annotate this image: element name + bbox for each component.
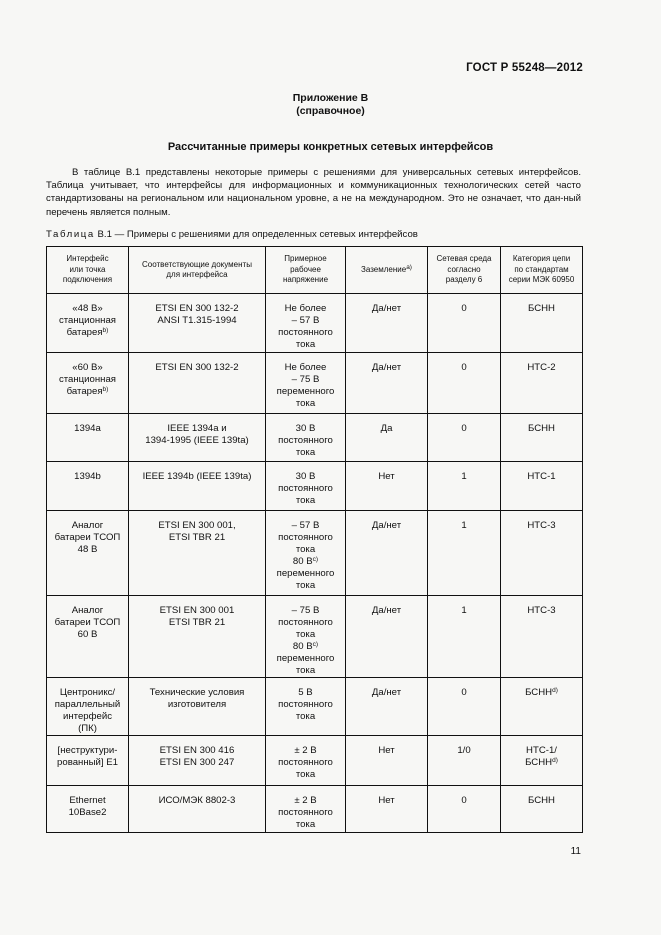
cell-grounding: Нет	[346, 736, 428, 786]
cell-documents: ИСО/МЭК 8802-3	[129, 786, 266, 833]
cell-grounding: Да/нет	[346, 353, 428, 414]
cell-circuit-category: НТС-2	[501, 353, 583, 414]
caption-number: В.1	[97, 229, 112, 240]
cell-interface: Ethernet 10Base2	[47, 786, 129, 833]
header-network-env: Сетевая среда согласно разделу 6	[428, 247, 501, 294]
cell-documents: ETSI EN 300 001, ETSI TBR 21	[129, 511, 266, 596]
page-number: 11	[570, 846, 581, 857]
intro-text	[46, 166, 581, 219]
cell-documents: ETSI EN 300 001 ETSI TBR 21	[129, 596, 266, 678]
cell-interface: 1394a	[47, 414, 129, 462]
table-row	[47, 294, 583, 353]
header-documents: Соответствующие документы для интерфейса	[129, 247, 266, 294]
cell-grounding: Да	[346, 414, 428, 462]
annex-heading	[0, 92, 661, 118]
cell-documents: IEEE 1394b (IEEE 139ta)	[129, 462, 266, 511]
cell-voltage: – 57 В постоянного тока 80 $В^{c)}$ переменного тока	[266, 511, 346, 596]
intro-paragraph: В таблице В.1 представлены некоторые примеры с решениями для универсальных сетевых интерфейсов. Таблица учитывает, что интерфейсы для информационных и коммуникационных технологических сетей часто стандартизованы на региональном или национальном уровне, а не на международном. Это не означает, что дан-ный перечень является полным.	[46, 167, 581, 218]
cell-voltage: Не более – 57 В постоянного тока	[266, 294, 346, 353]
cell-documents: Технические условия изготовителя	[129, 678, 266, 736]
cell-documents: ETSI EN 300 132-2 ANSI T1.315-1994	[129, 294, 266, 353]
cell-grounding: Нет	[346, 786, 428, 833]
cell-interface: Аналог батареи ТСОП 48 В	[47, 511, 129, 596]
section-title: Рассчитанные примеры конкретных сетевых интерфейсов	[167, 141, 494, 153]
cell-network-env: 0	[428, 353, 501, 414]
cell-network-env: 1	[428, 462, 501, 511]
cell-documents: ETSI EN 300 416 ETSI EN 300 247	[129, 736, 266, 786]
cell-circuit-category: БСНН	[501, 414, 583, 462]
table-row	[47, 786, 583, 833]
cell-interface: «48 В» станционная батарея$^{b)}$	[47, 294, 129, 353]
cell-voltage: 30 В постоянного тока	[266, 462, 346, 511]
cell-circuit-category: БСНН$^{d)}$	[501, 678, 583, 736]
caption-text: Примеры с решениями для определенных сетевых интерфейсов	[126, 229, 418, 240]
table-row	[47, 511, 583, 596]
header-circuit-category: Категория цепи по стандартам серии МЭК 60950	[501, 247, 583, 294]
cell-voltage: ± 2 В постоянного тока	[266, 786, 346, 833]
cell-interface: 1394b	[47, 462, 129, 511]
table-row	[47, 462, 583, 511]
cell-interface: Центроникс/ параллельный интерфейс (ПК)	[47, 678, 129, 736]
table-caption	[46, 229, 418, 240]
cell-documents: ETSI EN 300 132-2	[129, 353, 266, 414]
header-voltage: Примерное рабочее напряжение	[266, 247, 346, 294]
interfaces-table	[46, 246, 583, 833]
table-row	[47, 414, 583, 462]
cell-circuit-category: НТС-3	[501, 511, 583, 596]
cell-grounding: Нет	[346, 462, 428, 511]
cell-circuit-category: НТС-1/ БСНН$^{d)}$	[501, 736, 583, 786]
cell-circuit-category: БСНН	[501, 294, 583, 353]
table-row	[47, 678, 583, 736]
cell-network-env: 0	[428, 414, 501, 462]
table-row	[47, 353, 583, 414]
cell-interface: [неструктури- рованный] Е1	[47, 736, 129, 786]
cell-grounding: Да/нет	[346, 596, 428, 678]
cell-circuit-category: НТС-1	[501, 462, 583, 511]
cell-voltage: Не более – 75 В переменного тока	[266, 353, 346, 414]
cell-network-env: 1	[428, 596, 501, 678]
cell-network-env: 0	[428, 294, 501, 353]
cell-network-env: 0	[428, 678, 501, 736]
caption-label: Таблица	[46, 229, 95, 240]
annex-title: Приложение В	[292, 92, 369, 104]
table-row	[47, 736, 583, 786]
cell-voltage: ± 2 В постоянного тока	[266, 736, 346, 786]
cell-grounding: Да/нет	[346, 511, 428, 596]
annex-subtitle: (справочное)	[296, 105, 365, 117]
cell-circuit-category: НТС-3	[501, 596, 583, 678]
cell-grounding: Да/нет	[346, 678, 428, 736]
cell-grounding: Да/нет	[346, 294, 428, 353]
header-interface: Интерфейс или точка подключения	[47, 247, 129, 294]
cell-voltage: 30 В постоянного тока	[266, 414, 346, 462]
cell-network-env: 1/0	[428, 736, 501, 786]
cell-voltage: – 75 В постоянного тока 80 $В^{c)}$ переменного тока	[266, 596, 346, 678]
cell-documents: IEEE 1394a и 1394-1995 (IEEE 139ta)	[129, 414, 266, 462]
caption-dash: —	[114, 229, 125, 240]
cell-circuit-category: БСНН	[501, 786, 583, 833]
table-header-row	[47, 247, 583, 294]
header-grounding: Заземление$^{a)}$	[346, 247, 428, 294]
cell-voltage: 5 В постоянного тока	[266, 678, 346, 736]
table-row	[47, 596, 583, 678]
cell-interface: Аналог батареи ТСОП 60 В	[47, 596, 129, 678]
grounding-footnote-mark: a)	[406, 263, 412, 271]
cell-network-env: 0	[428, 786, 501, 833]
cell-interface: «60 В» станционная батарея$^{b)}$	[47, 353, 129, 414]
document-code: ГОСТ Р 55248—2012	[466, 62, 583, 74]
cell-network-env: 1	[428, 511, 501, 596]
